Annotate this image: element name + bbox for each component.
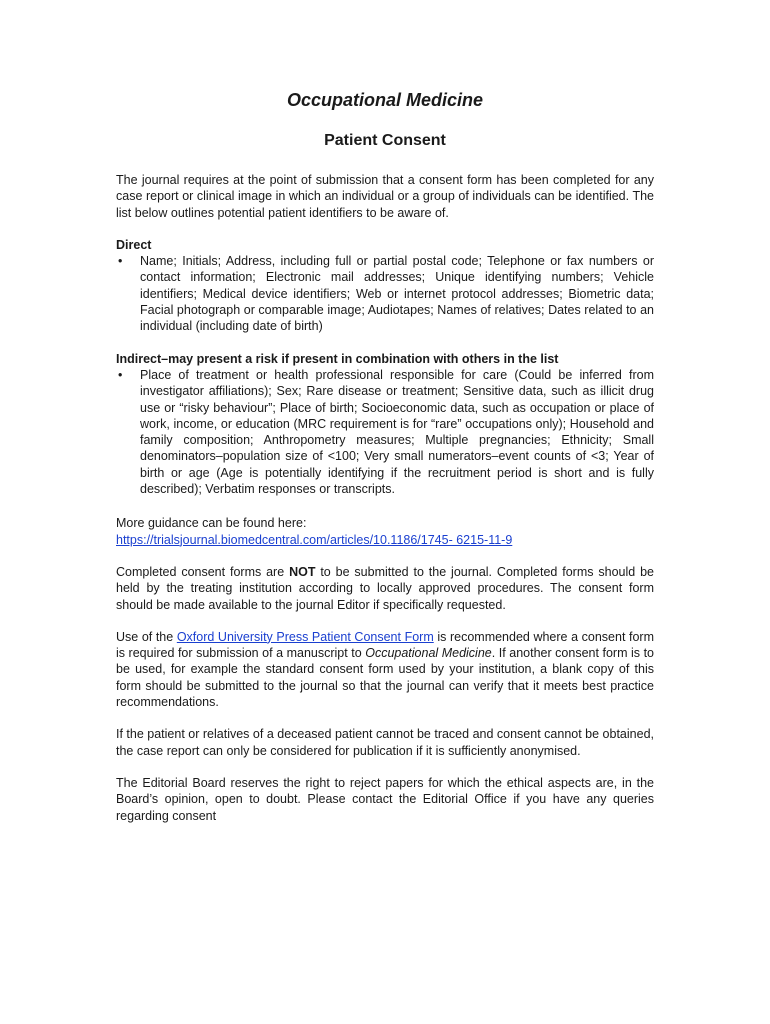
editorial-board-paragraph: The Editorial Board reserves the right to reject papers for which the ethical aspects are, in the Board’s opinion, open to doubt. Please contact the Editorial Office if you have any queries regarding consent xyxy=(116,775,654,823)
list-item xyxy=(116,253,654,334)
completed-text-before: Completed consent forms are xyxy=(116,564,290,579)
intro-paragraph: The journal requires at the point of submission that a consent form has been completed for any case report or clinical image in which an individual or a group of individuals can be identified. The list below outlines potential patient identifiers to be aware of. xyxy=(116,173,654,220)
indirect-heading: Indirect–may present a risk if present in combination with others in the list xyxy=(116,351,559,366)
document-title: Patient Consent xyxy=(324,132,446,149)
journal-title: Occupational Medicine xyxy=(286,90,484,110)
list-item xyxy=(116,367,654,497)
oup-text-after: . If another consent form is to be used, for example the standard consent form used by your institution, a blank copy of this form should be submitted to the journal so that the journal can verify that it meets best practice recommendations. xyxy=(116,646,655,710)
trials-journal-link[interactable]: https://trialsjournal.biomedcentral.com/articles/10.1186/1745- 6215-11-9 xyxy=(116,532,513,547)
guidance-paragraph xyxy=(116,515,654,548)
completed-text-after: to be submitted to the journal. Completed forms should be held by the treating institution according to locally approved procedures. The consent form should be made available to the journal Editor if specifically requested. xyxy=(116,564,654,612)
direct-heading: Direct xyxy=(116,237,152,252)
deceased-patient-paragraph: If the patient or relatives of a deceased patient cannot be traced and consent cannot be obtained, the case report can only be considered for publication if it is sufficiently anonymised. xyxy=(116,727,654,758)
completed-forms-paragraph xyxy=(116,564,654,613)
indirect-identifiers-text: Place of treatment or health professional responsible for care (Could be inferred from investigator affiliations); Sex; Rare disease or treatment; Sensitive data, such as illicit drug use or “risky behaviour”; Place of birth; Socioeconomic data, such as occupation or place of work, income, or education (MRC requirement is for “rare” occupations only); Household and family composition; Anthropometry measures; Multiple pregnancies; Ethnicity; Small denominators–population size of <100; Very small numerators–event counts of <3; Year of birth or age (Age is potentially identifying if the recruitment period is short and is fully described); Verbatim responses or transcripts. xyxy=(140,367,654,497)
oup-text-before: Use of the xyxy=(116,629,177,644)
not-emphasis: NOT xyxy=(289,564,316,579)
indirect-identifiers-list xyxy=(116,367,654,497)
direct-identifiers-text: Name; Initials; Address, including full or partial postal code; Telephone or fax numbers or contact information; Electronic mail addresses; Unique identifying numbers; Vehicle identifiers; Medical device identifiers; Web or internet protocol addresses; Biometric data; Facial photograph or comparable image; Audiotapes; Names of relatives; Dates related to an individual (including date of birth) xyxy=(140,254,654,334)
bullet-icon: • xyxy=(118,254,123,269)
guidance-text: More guidance can be found here: xyxy=(116,516,307,531)
oup-form-paragraph xyxy=(116,629,654,710)
direct-identifiers-list xyxy=(116,253,654,334)
journal-name-italic: Occupational Medicine xyxy=(365,646,492,661)
bullet-icon: • xyxy=(118,367,123,382)
oup-consent-form-link[interactable]: Oxford University Press Patient Consent Form xyxy=(176,629,434,644)
oup-text-middle: is recommended where a consent form is required for submission of a manuscript to xyxy=(116,629,655,661)
